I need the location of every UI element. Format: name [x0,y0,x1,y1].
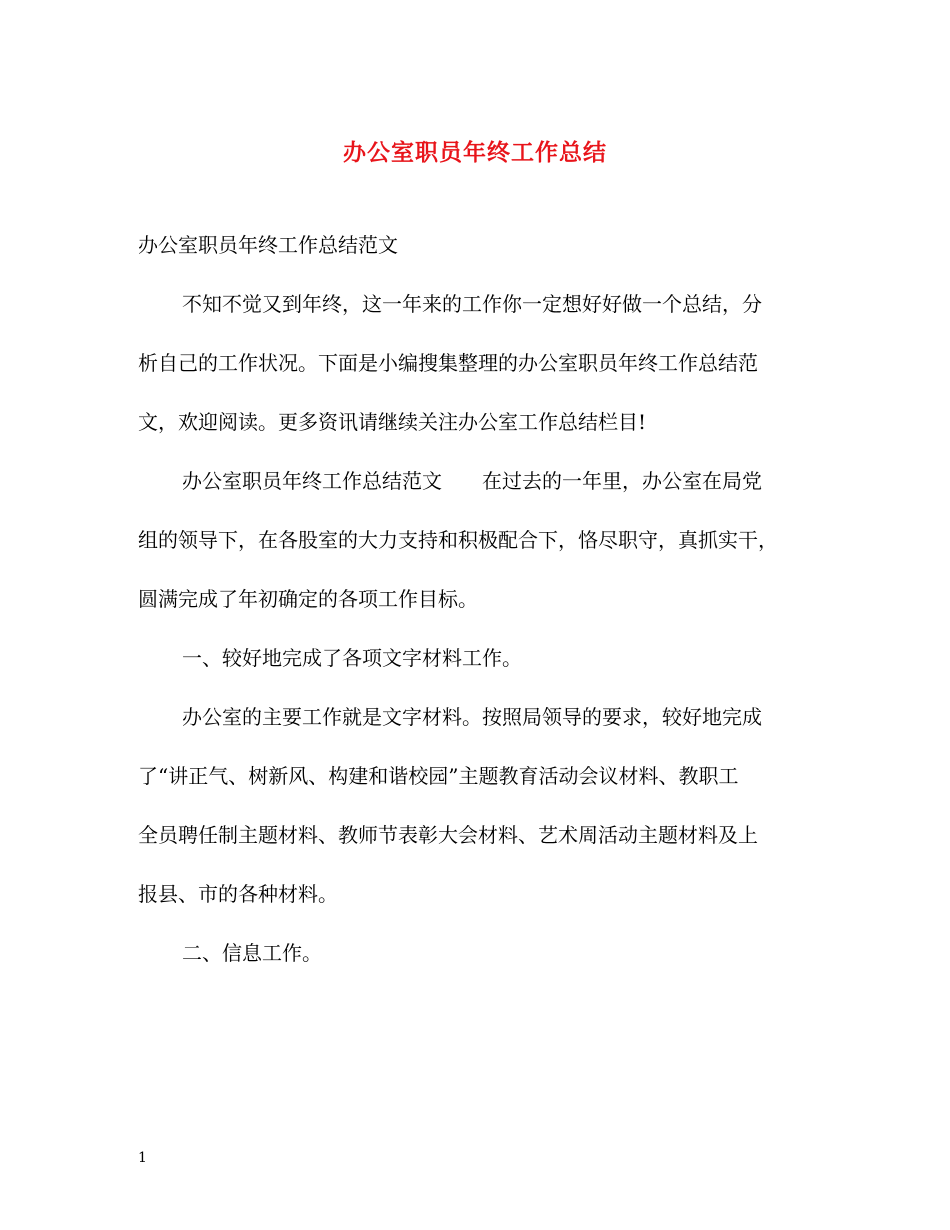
section-heading-1 [138,629,818,688]
page-number: 1 [138,1150,147,1166]
text-line: 析自己的工作状况。下面是小编搜集整理的办公室职员年终工作总结范 [138,351,758,375]
text-line: 组的领导下，在各股室的大力支持和积极配合下，恪尽职守，真抓实干， [138,528,778,552]
paragraph-intro [138,275,818,452]
document-body [138,216,818,983]
text-line: 办公室职员年终工作总结范文 [138,233,398,257]
paragraph-subtitle [138,216,818,275]
text-line: 一、较好地完成了各项文字材料工作。 [182,646,522,670]
text-line: 二、信息工作。 [182,941,322,965]
text-line: 全员聘任制主题材料、教师节表彰大会材料、艺术周活动主题材料及上 [138,823,758,847]
text-line: 办公室职员年终工作总结范文 在过去的一年里，办公室在局党 [182,469,762,493]
text-line: 了“讲正气、树新风、构建和谐校园”主题教育活动会议材料、教职工 [138,764,739,788]
text-line: 不知不觉又到年终，这一年来的工作你一定想好好做一个总结，分 [182,292,762,316]
document-title: 办公室职员年终工作总结 [343,139,607,166]
section-heading-2 [138,924,818,983]
paragraph-materials [138,688,818,924]
text-line: 圆满完成了年初确定的各项工作目标。 [138,587,478,611]
text-line: 报县、市的各种材料。 [138,882,338,906]
text-line: 文，欢迎阅读。更多资讯请继续关注办公室工作总结栏目! [138,410,647,434]
paragraph-overview [138,452,818,629]
text-line: 办公室的主要工作就是文字材料。按照局领导的要求，较好地完成 [182,705,762,729]
